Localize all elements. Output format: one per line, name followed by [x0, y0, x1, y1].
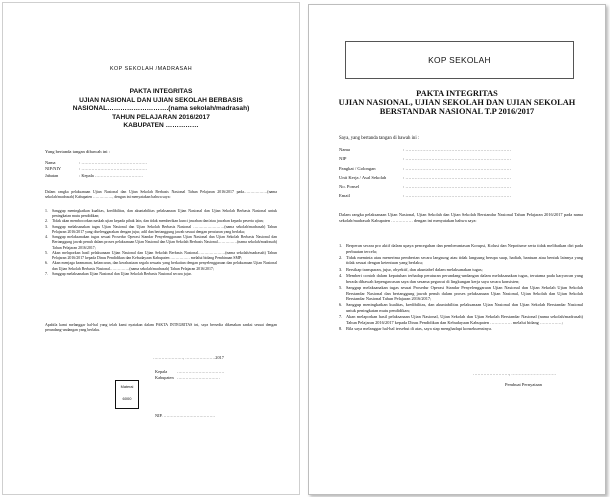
field-row: [339, 191, 573, 200]
letterhead-box: KOP SEKOLAH: [345, 41, 574, 79]
revenue-stamp-box: [115, 380, 139, 409]
list-text: Sanggup melaksanakan tugas sesuai Prosedur Operasi Standar Penyelenggaraan Ujian Nasional dan Ujian Sekolah Berbasis Nasional dan Bertanggung jawab penuh dalam proses pelaksanaan Ujian Nasional dan Ujian Sekolah Berbasis Nasional……………(nama sekolah/madrasah) Tahun Pelajaran 2016/2017;: [52, 235, 277, 250]
list-number: 6.: [45, 261, 48, 266]
left-document-page: [2, 2, 300, 495]
list-number: 2.: [45, 219, 48, 224]
list-text: Tidak akan membocorkan naskah ujian kepada pihak lain, dan tidak memberikan kunci jawaban dan/atau jawaban kepada peserta ujian;: [52, 219, 264, 224]
title-line: UJIAN NASIONAL DAN UJIAN SEKOLAH BERBASIS: [79, 96, 243, 104]
field-row: [339, 145, 573, 154]
list-number: 7.: [339, 314, 343, 320]
list-number: 3.: [45, 224, 48, 229]
field-row: [45, 173, 189, 179]
field-value: : ……………………………………………………………: [403, 156, 512, 162]
list-text: Bersikap transparan, jujur, obyektif, dan akuntabel dalam melaksanakan tugas;: [346, 266, 483, 272]
list-text: Berperan secara pro aktif dalam upaya pencegahan dan pemberantasan Korupsi, Kolusi dan Nepotisme serta tidak melibatkan diri pada perbuatan tercela;: [346, 243, 583, 254]
field-label: No. Ponsel: [339, 184, 360, 190]
list-text: Sanggup meningkatkan kualitas, kredibilitas, dan akuntabilitas pelaksanaan Ujian Nasional dan Ujian Sekolah Berbasis Nasional untuk peningkatan mutu pendidikan;: [52, 209, 277, 219]
document-title: [309, 89, 605, 117]
stamp-value: 6000: [122, 396, 132, 401]
list-item: [45, 251, 277, 261]
letterhead: KOP SEKOLAH /MADRASAH: [109, 66, 193, 72]
list-item: [45, 272, 277, 277]
field-value: : ……………………………………………………………: [403, 184, 512, 190]
title-line: PAKTA INTEGRITAS: [416, 89, 498, 98]
list-item: [339, 273, 583, 284]
field-row: [339, 182, 573, 191]
signature-value: ……………………………: [177, 369, 225, 374]
list-text: Sanggup melaksanakan tugas Ujian Nasional dan Ujian Sekolah Berbasis Nasional ……………………(nama sekolah/madrasah) Tahun Pelajaran 2016/2017 yang diselenggarakan dengan jujur, adil dan bertanggung jawab sesuai dengan peraturan yang berlaku;: [52, 224, 277, 234]
list-text: Akan menjaga keamanan, kelancaran, dan kerahasiaan segala sesuatu yang berkaitan dengan penyelenggaraan dan pelaksanaan Ujian Nasional dan Ujian Sekolah Berbasis Nasional……………(nama sekolah/madrasah) Tahun Pelajaran 2016/2017;: [52, 261, 277, 271]
list-text: Akan melaporkan hasil pelaksanaan Ujian Nasional, Ujian Sekolah dan Ujian Sekolah Berstandar Nasional (nama sekolah/madrasah) Tahun Pelajaran 2016/2017 kepada Dinas Pendidikan dan Kebudayaan Kabupaten …………… melalui bidang ……………;: [346, 314, 583, 325]
list-number: 8.: [339, 326, 343, 332]
title-line: NASIONAL……………………….(nama sekolah/madrasah): [72, 105, 250, 113]
list-number: 2.: [339, 254, 343, 260]
body-paragraph: Dalam rangka pelaksanaan Ujian Nasional, Ujian Sekolah dan Ujian Sekolah Berstandar Nasional Tahun Pelajaran 2016/2017 pada nama sekolah/madrasah Kabupaten …………… dengan ini menyatakan bahwa saya:: [339, 212, 583, 223]
signature-label: Kepala: [155, 369, 168, 374]
field-label: NIP: [339, 156, 347, 162]
field-value: : ………………………………………: [79, 166, 148, 172]
document-title: [43, 88, 279, 131]
list-item: [339, 314, 583, 325]
list-item: [339, 285, 583, 302]
list-text: Sanggup meningkatkan kualitas, kredibilitas, dan akuntabilitas pelaksanaan Ujian Nasional dan Ujian Sekolah Berstandar Nasional untuk peningkatan mutu pendidikan;: [346, 302, 583, 313]
field-label: Email: [339, 193, 350, 199]
field-value: : Kepala ……………………………: [79, 172, 144, 178]
date-line: …………………, …………………2017: [153, 355, 224, 360]
title-line: TAHUN PELAJARAN 2016/2017: [112, 113, 210, 121]
field-label: Unit Kerja / Asal Sekolah: [339, 174, 387, 180]
list-text: Bila saya melanggar hal-hal tersebut di atas, saya siap menghadapi konsekuensinya.: [346, 326, 492, 332]
statement-list: [339, 243, 583, 333]
body-paragraph: Dalam rangka pelaksanaan Ujian Nasional dan Ujian Sekolah Berbasis Nasional Tahun Pelajaran 2016/2017 pada………………(nama sekolah/madrasah) Kabupaten ……………, dengan ini menyatakan bahwa saya:: [45, 190, 277, 200]
right-document-page: [308, 4, 606, 495]
date-line: ……………………, …………………………: [473, 371, 557, 376]
list-number: 5.: [45, 250, 48, 255]
field-value: : ……………………………………………………………: [403, 174, 512, 180]
intro-text: Saya, yang bertanda tangan di bawah ini :: [339, 136, 420, 141]
list-text: Memberi contoh dalam kepatuhan terhadap peraturan perundang-undangan dalam melaksanakan tugas, terutama pada karyawan yang berada dibawah kepengawasan saya dan sesama pegawai di lingkungan kerja saya secara konsisten;: [346, 273, 583, 284]
field-value: : ……………………………………………………………: [403, 193, 512, 199]
list-text: Tidak meminta atau menerima pemberian secara langsung atau tidak langsung berupa suap, hadiah, bantuan atau bentuk lainnya yang tidak sesuai dengan ketentuan yang berlaku;: [346, 254, 583, 266]
field-value: : ……………………………………………………………: [403, 165, 512, 171]
list-item: [45, 209, 277, 219]
signature-label: Pembuat Pernyataan: [505, 382, 542, 387]
list-number: 4.: [339, 273, 343, 279]
list-number: 6.: [339, 302, 343, 308]
nip-line: NIP. ………………………………: [155, 413, 216, 418]
signature-label: Kabupaten: [155, 375, 174, 381]
list-item: [339, 243, 583, 254]
field-label: Jabatan: [45, 172, 59, 178]
field-label: Pangkat / Golongan: [339, 165, 376, 171]
list-text: Sanggup melaksanakan Ujian Nasional dan Ujian Sekolah Berbasis Nasional secara jujur.: [52, 271, 192, 276]
list-number: 1.: [45, 209, 48, 213]
closing-paragraph: Apabila kami melanggar hal-hal yang telah kami nyatakan dalam PAKTA INTEGRITAS ini, saya bersedia dikenakan sanksi sesuai dengan perundang-undangan yang berlaku.: [45, 323, 277, 333]
field-row: [339, 154, 573, 163]
intro-text: Yang bertanda tangan dibawah ini :: [45, 149, 110, 154]
list-number: 4.: [45, 235, 48, 240]
title-line: BERSTANDAR NASIONAL T.P 2016/2017: [379, 107, 535, 117]
identity-fields: [339, 145, 573, 201]
field-label: Nama: [45, 160, 56, 165]
identity-fields: [45, 160, 189, 179]
list-item: [339, 326, 583, 332]
signature-row: [155, 375, 224, 381]
field-label: Nama: [339, 147, 350, 152]
list-number: 1.: [339, 243, 343, 248]
list-number: 5.: [339, 285, 343, 291]
statement-list: [45, 209, 277, 277]
field-value: : ………………………………………: [79, 160, 148, 165]
list-item: [45, 219, 277, 224]
field-row: [339, 173, 573, 182]
signature-block: [155, 369, 224, 382]
list-number: 3.: [339, 266, 343, 272]
signature-value: …………………………: [177, 375, 220, 381]
list-text: Sanggup melaksanakan tugas sesuai Prosedur Operasi Standar Penyelenggaraan Ujian Nasional dan Ujian Sekolah Ujian Sekolah Berstandar Nasional dan bertanggung jawab penuh dalam proses pelaksanaan Ujian Nasional, Ujian Sekolah dan Ujian Sekolah Berstandar Nasional Tahun Pelajaran 2016/2017;: [346, 285, 583, 302]
title-line: UJIAN NASIONAL, UJIAN SEKOLAH DAN UJIAN SEKOLAH: [338, 98, 576, 108]
title-line: PAKTA INTEGRITAS: [129, 88, 193, 95]
list-item: [45, 261, 277, 271]
title-line: KABUPATEN ……………: [123, 122, 199, 130]
list-item: [45, 235, 277, 250]
stamp-label: Materai: [120, 385, 134, 389]
list-item: [339, 255, 583, 266]
list-item: [339, 302, 583, 313]
field-row: [339, 164, 573, 173]
field-label: NIP/NIY: [45, 166, 62, 172]
field-value: : ……………………………………………………………: [403, 147, 512, 152]
list-item: [45, 225, 277, 235]
list-item: [339, 267, 583, 273]
list-number: 7.: [45, 271, 48, 276]
list-text: Akan melaporkan hasil pelaksanaan Ujian Nasional dan Ujian Sekolah Berbasis Nasional…………………(nama sekolah/madrasah) Tahun Pelajaran 2016/2017 kepada Dinas Pendidikan dan Kebudayaan Kabupaten …………… melalui bidang Pembinaan SMP;: [52, 250, 277, 261]
